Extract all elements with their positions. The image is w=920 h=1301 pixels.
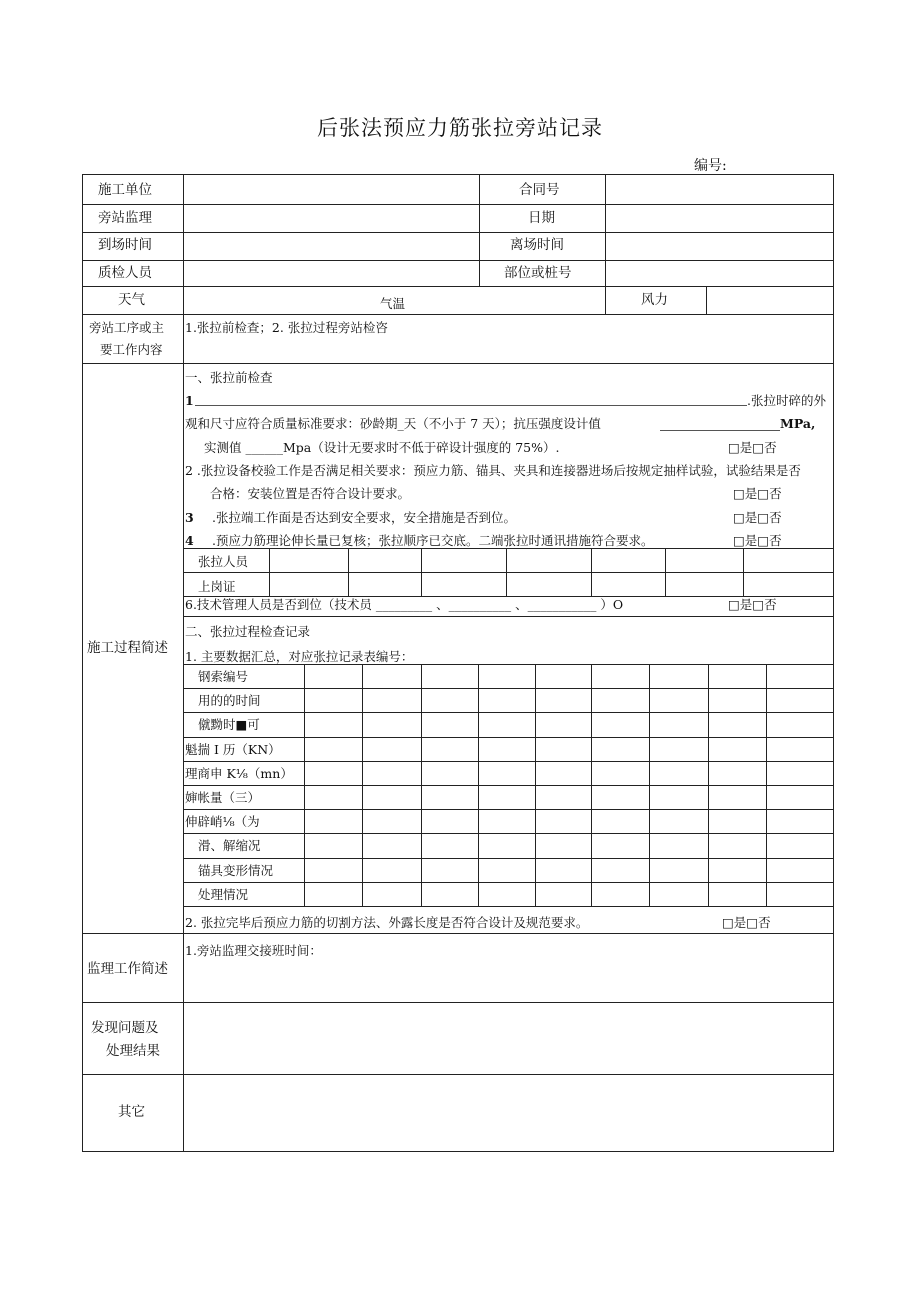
inspector-label: 质检人员 [98,265,152,281]
process-label: 施工过程简述 [87,640,168,656]
personnel-col [421,548,422,596]
row-line [82,314,834,315]
section-pretension-title: 一、张拉前检查 [185,370,273,385]
problems-label-line1: 发现问题及 [91,1020,159,1036]
row-line [183,616,833,617]
row-line [82,1002,834,1003]
personnel-grid-mid [183,572,833,573]
table-col-line [535,664,536,906]
row-line [82,1074,834,1075]
row-line [82,363,834,364]
table-row-line [183,688,833,689]
label-column-line [183,174,184,1152]
construction-unit-label: 施工单位 [98,182,152,198]
item4-text: .预应力筋理论伸长量已复核；张拉顺序已交底。二端张拉时通讯措施符合要求。 [212,533,654,548]
table-row-line [183,858,833,859]
section-process-item2: 2. 张拉完毕后预应力筋的切割方法、外露长度是否符合设计及规范要求。 [185,915,589,930]
yesno-final[interactable]: □是□否 [722,915,771,930]
yesno-item4[interactable]: □是□否 [733,533,782,548]
row-line [82,933,834,934]
personnel-col [591,548,592,596]
item1-line2: 观和尺寸应符合质量标准要求：砂龄期_天（不小于 7 天）；抗压强度设计值 [185,416,601,431]
yesno-item1[interactable]: □是□否 [728,440,777,455]
location-label: 部位或桩号 [504,265,572,281]
weather-label: 天气 [118,292,145,308]
personnel-col [506,548,507,596]
item6-text: 6.技术管理人员是否到位（技术员 _________ 、__________ 、___________ ）O [185,597,624,612]
yesno-item2[interactable]: □是□否 [733,486,782,501]
item1-design-blank [660,430,780,431]
cert-label: 上岗证 [198,579,236,594]
work-content-label-line1: 旁站工序或主 [89,320,165,335]
contract-no-label: 合同号 [519,182,560,198]
table-row-line [183,664,833,665]
supervision-label: 监理工作简述 [87,961,168,977]
table-col-line [478,664,479,906]
work-content-label-line2: 要工作内容 [100,342,163,357]
table-row-line [183,809,833,810]
table-col-line [304,664,305,906]
supervisor-label: 旁站监理 [98,210,152,226]
table-row-label: 处理情况 [198,887,249,902]
wind-label: 风力 [641,292,668,308]
date-label: 日期 [528,210,555,226]
table-row-label: 僦黝时■可 [198,717,260,732]
item1-mpa: MPa, [780,416,816,431]
item1-tail: .张拉时碎的外 [747,393,826,408]
table-row-label: 婶帐量（三） [185,790,261,805]
table-row-line [183,882,833,883]
row-line [82,232,834,233]
table-col-line [649,664,650,906]
personnel-grid-top [183,548,833,549]
supervision-text: 1.旁站监理交接班时间： [185,943,322,958]
item2-line2: 合格：安装位置是否符合设计要求。 [210,486,411,501]
table-col-line [591,664,592,906]
border-top [82,174,834,175]
problems-label-line2: 处理结果 [106,1043,160,1059]
table-row-line [183,737,833,738]
table-row-label: 伸辟峭⅛（为 [185,814,260,829]
leave-time-label: 离场时间 [510,237,564,253]
table-col-line [421,664,422,906]
table-row-line [183,712,833,713]
code-label: 编号: [694,158,727,174]
row-line [82,260,834,261]
other-label: 其它 [118,1104,145,1120]
section-process-title: 二、张拉过程检查记录 [185,624,311,639]
table-col-line [766,664,767,906]
border-bottom [82,1151,834,1152]
border-left [82,174,83,1152]
table-row-label: 钢索编号 [198,669,249,684]
table-col-line [708,664,709,906]
item3-text: .张拉端工作面是否达到安全要求，安全措施是否到位。 [212,510,516,525]
document-title: 后张法预应力筋张拉旁站记录 [317,116,603,140]
table-row-line [183,785,833,786]
item3-number: 3 [185,510,194,525]
personnel-col [348,548,349,596]
table-row-line [183,833,833,834]
work-content-text: 1.张拉前检查；2. 张拉过程旁站检咨 [185,320,388,335]
col-line [479,174,480,286]
table-row-label: 锚具变形情况 [198,863,274,878]
item1-line3: 实测值 ______Mpa（设计无要求时不低于碎设计强度的 75%）. [204,440,560,455]
row-line [82,286,834,287]
record-form [82,174,834,1152]
yesno-item6[interactable]: □是□否 [728,597,777,612]
row-line [82,204,834,205]
item4-number: 4 [185,533,194,548]
table-row-label: 用的的时间 [198,693,261,708]
table-row-label: 滑、解缩况 [198,838,261,853]
section-process-item1: 1. 主要数据汇总，对应张拉记录表编号： [185,649,414,664]
personnel-label: 张拉人员 [198,554,249,569]
temperature-label: 气温 [380,296,406,311]
arrival-time-label: 到场时间 [98,237,152,253]
table-col-line [362,664,363,906]
yesno-item3[interactable]: □是□否 [733,510,782,525]
col-line [706,286,707,314]
table-row-line [183,906,833,907]
item1-blank-line [195,405,747,406]
item2-line1: 2 .张拉设备校验工作是否满足相关要求：预应力筋、锚具、夹具和连接器进场后按规定抽样试验，试验结果是否 [185,463,801,478]
col-line [605,286,606,314]
personnel-col [665,548,666,596]
table-row-line [183,761,833,762]
table-row-label: 魁揣 I 历（KN） [185,742,281,757]
table-row-label: 理商申 K⅛（mn） [185,766,293,781]
personnel-col [269,548,270,596]
item1-number: 1 [185,393,194,408]
personnel-col [743,548,744,596]
border-right [833,174,834,1152]
